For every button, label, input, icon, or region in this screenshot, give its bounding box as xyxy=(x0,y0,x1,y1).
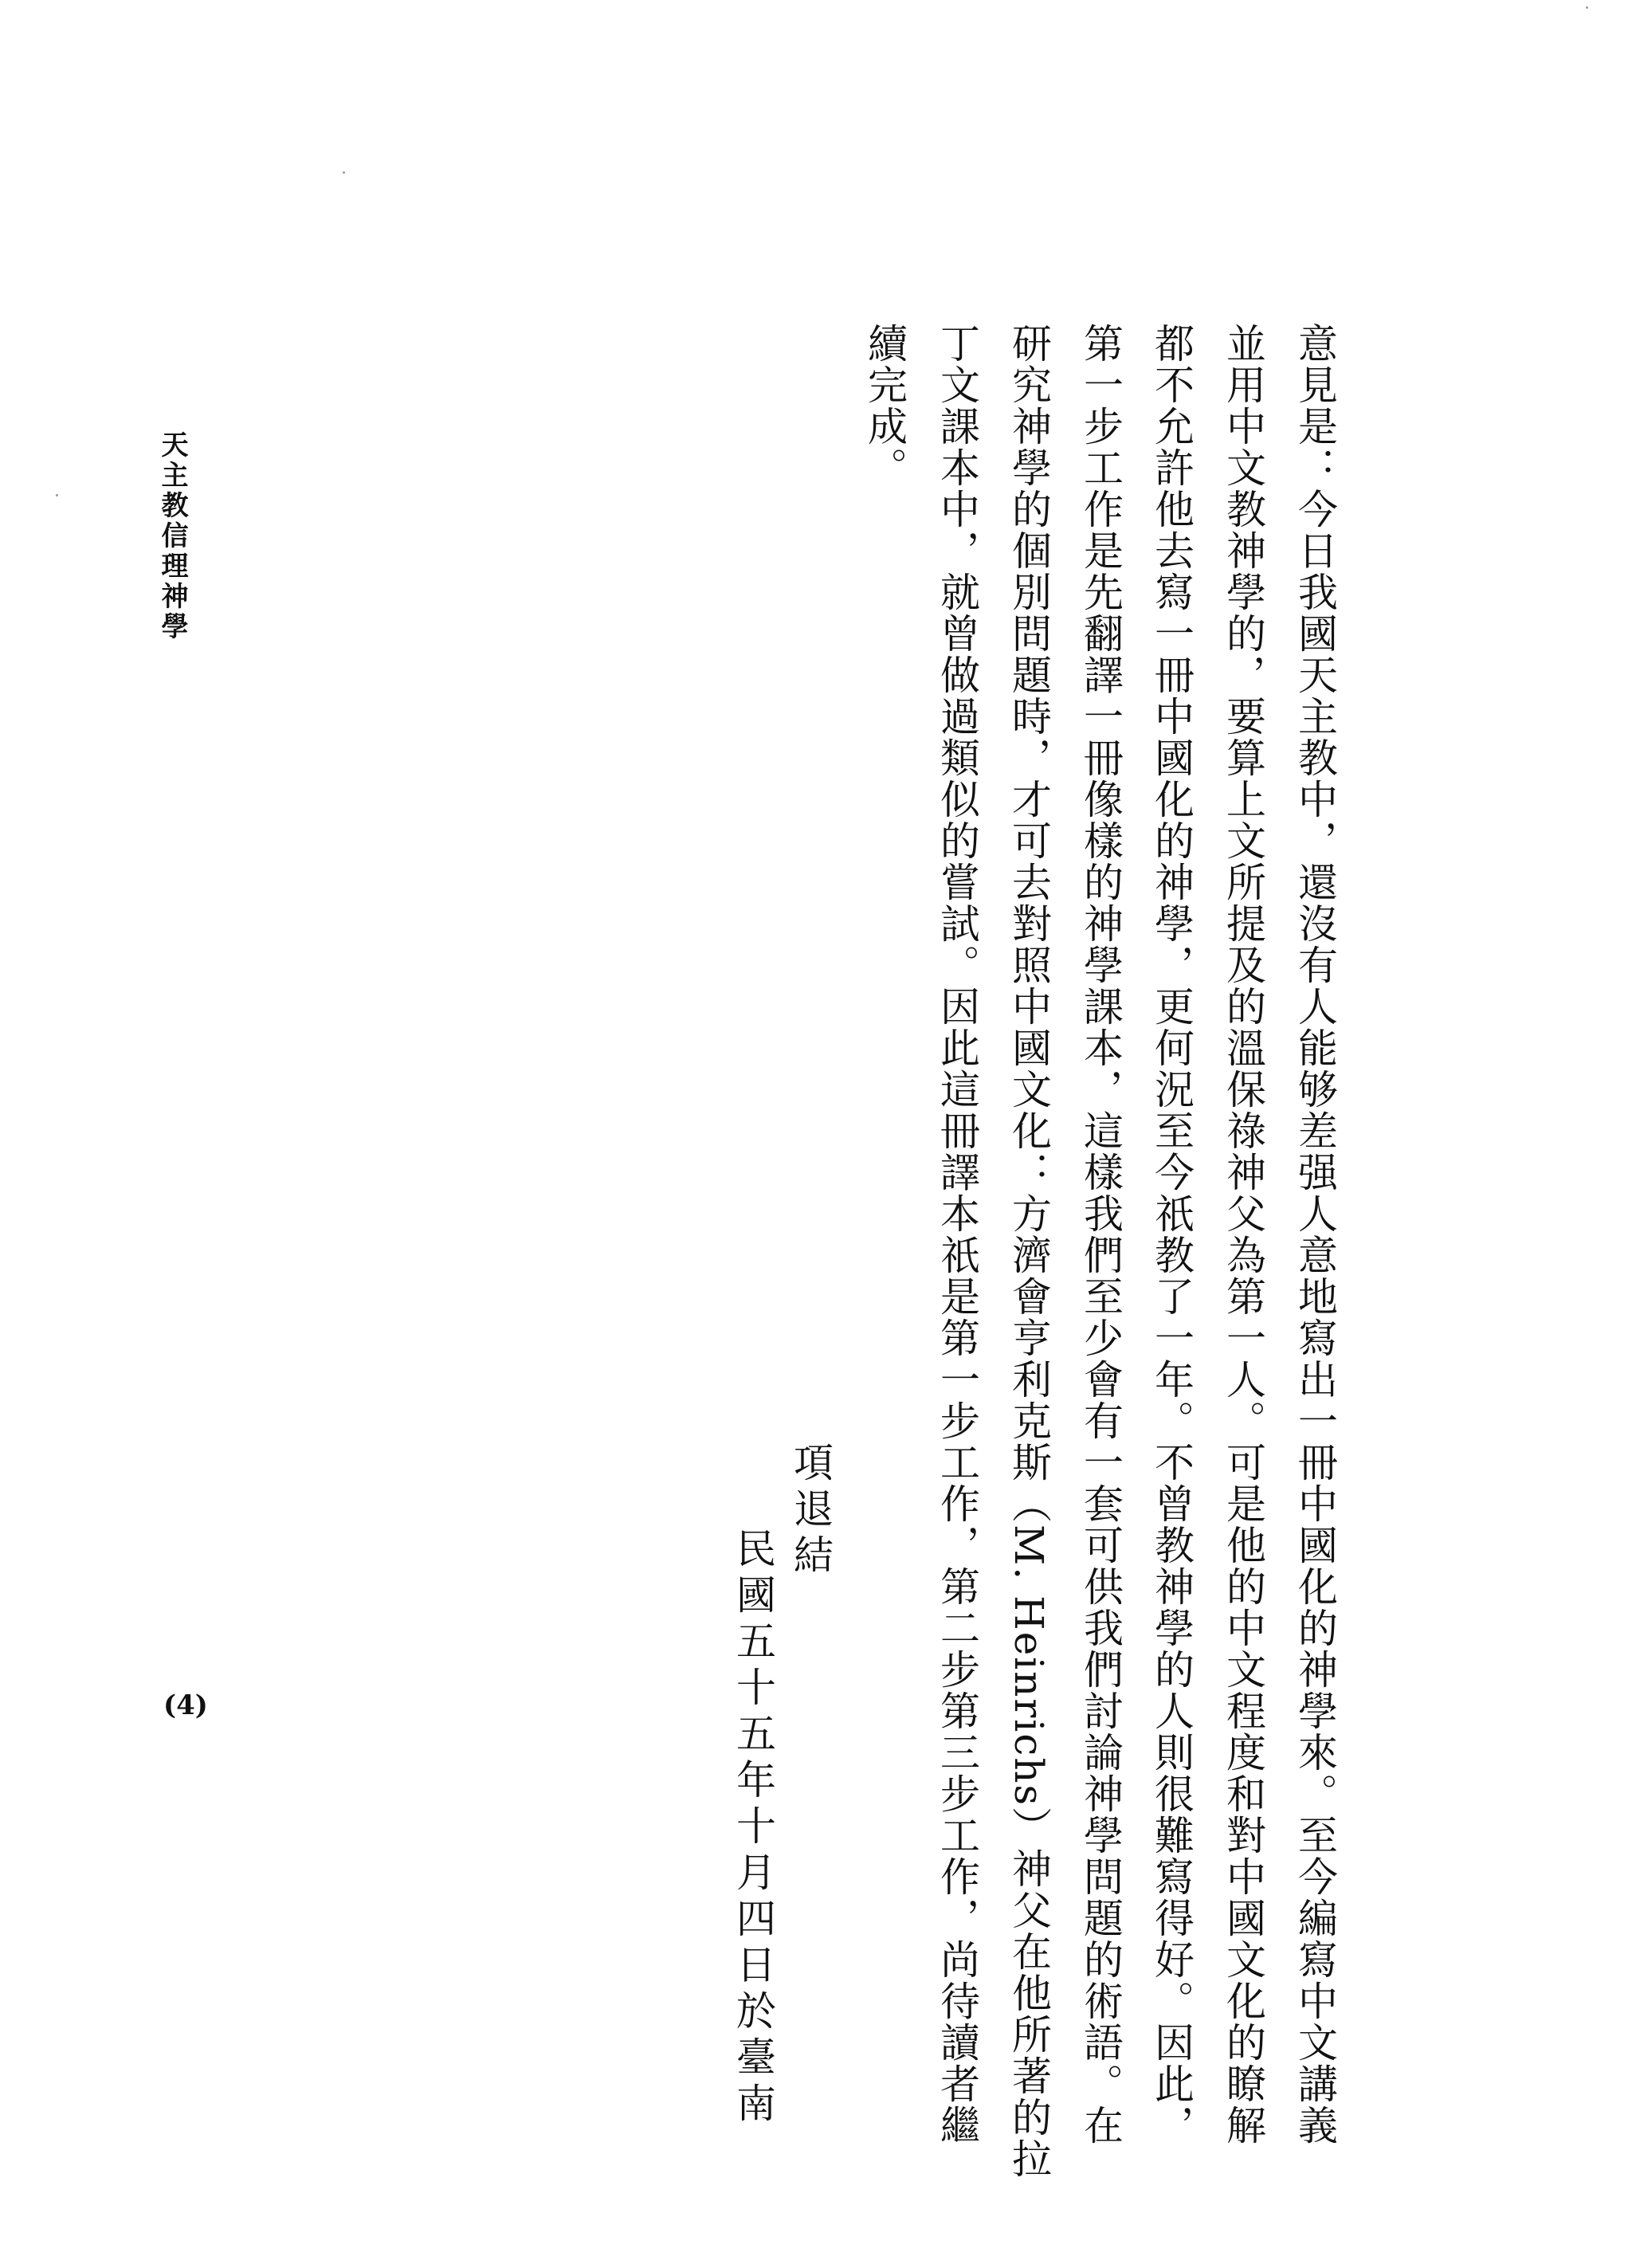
text-column-5: 研究神學的個別問題時，才可去對照中國文化：方濟會亨利克斯（M. Heinrichs）神父在他所著的拉 xyxy=(1006,323,1052,2180)
author-signature: 項退結 xyxy=(787,1442,834,1580)
text-column-2: 並用中文教神學的，要算上文所提及的溫保祿神父為第一人。可是他的中文程度和對中國文化的瞭解 xyxy=(1220,323,1266,2146)
scan-speck xyxy=(343,171,345,174)
text-column-6: 丁文課本中，就曾做過類似的嘗試。因此這冊譯本祇是第一步工作，第二步第三步工作，尚待讀者繼 xyxy=(934,323,980,2146)
running-title: 天主教信理神學 xyxy=(156,430,188,642)
text-column-4: 第一步工作是先翻譯一冊像樣的神學課本，這樣我們至少會有一套可供我們討論神學問題的術語。在 xyxy=(1077,323,1124,2146)
page-number: (4) xyxy=(163,1689,208,1721)
scan-speck xyxy=(1586,6,1588,9)
signature-date-place: 民國五十五年十月四日於臺南 xyxy=(730,1528,776,2129)
text-column-1: 意見是：今日我國天主教中，還沒有人能够差强人意地寫出一冊中國化的神學來。至今編寫中文講義 xyxy=(1292,323,1338,2146)
text-column-3: 都不允許他去寫一冊中國化的神學，更何況至今祇教了一年。不曾教神學的人則很難寫得好。因此， xyxy=(1148,323,1195,2146)
scan-speck xyxy=(56,494,58,496)
text-column-7: 續完成。 xyxy=(861,323,908,489)
